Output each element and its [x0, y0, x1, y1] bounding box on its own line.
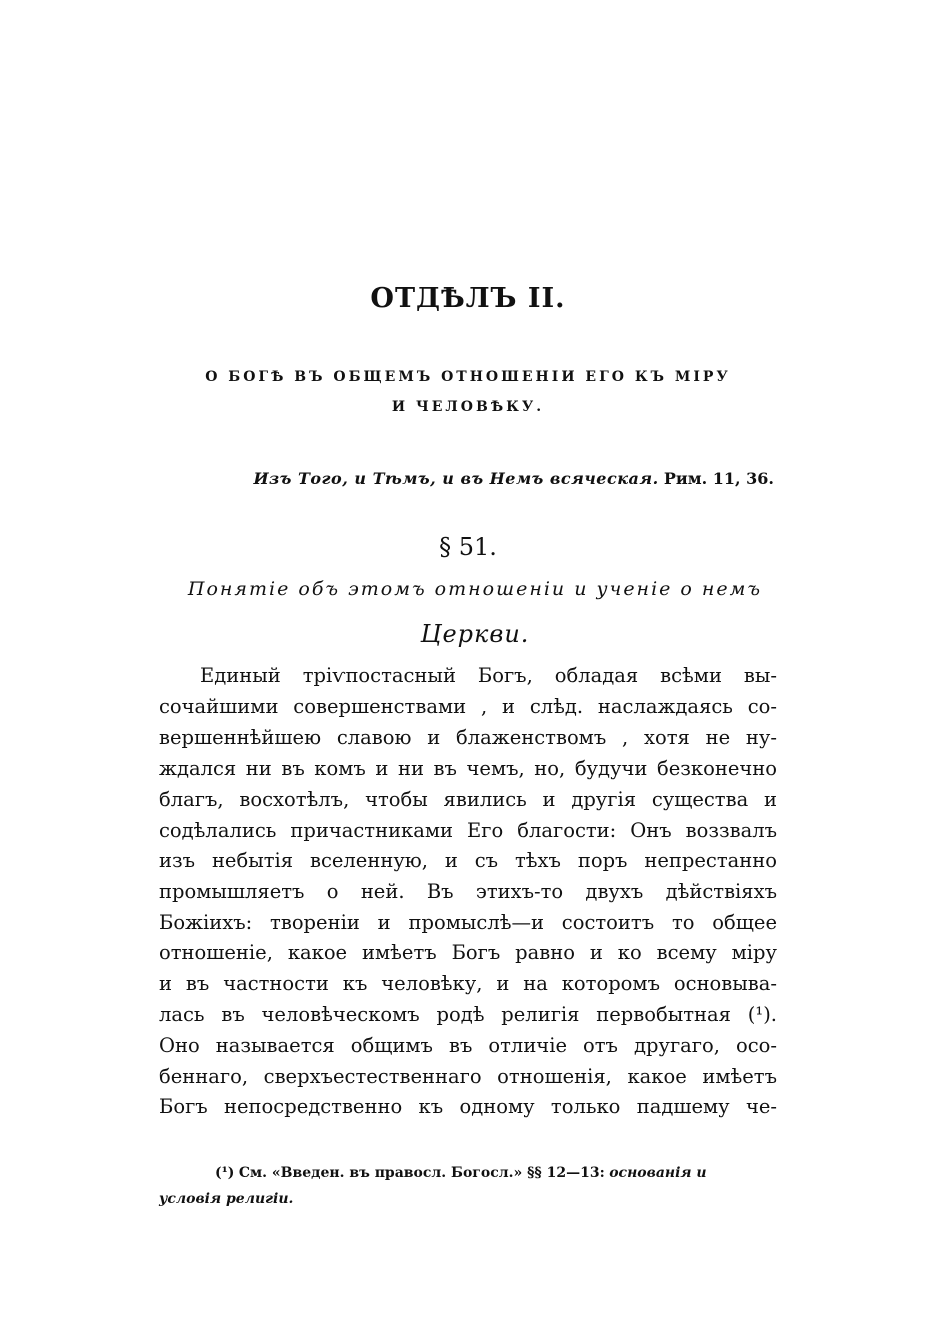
- body-line: Божіихъ: твореніи и промыслѣ—и состоитъ то общее: [159, 911, 777, 934]
- body-line: Богъ непосредственно къ одному только падшему че-: [159, 1095, 777, 1118]
- body-line: беннаго, сверхъестественнаго отношенія, какое имѣетъ: [159, 1065, 777, 1088]
- footnote-text: См. «Введен. въ правосл. Богосл.» §§ 12—13:: [238, 1165, 605, 1181]
- body-line: изъ небытія вселенную, и съ тѣхъ поръ непрестанно: [159, 849, 777, 872]
- body-line: благъ, восхотѣлъ, чтобы явились и другія существа и: [159, 788, 777, 811]
- body-line: отношеніе, какое имѣетъ Богъ равно и ко всему міру: [159, 941, 777, 964]
- section-title: ОТДѢЛЪ II.: [370, 283, 566, 314]
- body-line: Единый тріѵпостасный Богъ, обладая всѣми вы-: [200, 664, 777, 687]
- body-line: промышляетъ о ней. Въ этихъ-то двухъ дѣйствіяхъ: [159, 880, 777, 903]
- body-line: ждался ни въ комъ и ни въ чемъ, но, будучи безконечно: [159, 757, 777, 780]
- footnote-line-2: условія религіи.: [159, 1191, 294, 1207]
- footnote-mark: (¹): [215, 1165, 235, 1181]
- subtitle-line-1: О БОГѢ ВЪ ОБЩЕМЪ ОТНОШЕНІИ ЕГО КЪ МІРУ: [205, 369, 731, 385]
- epigraph: [180, 469, 774, 488]
- heading-line-1: Понятіе объ этомъ отношеніи и ученіе о немъ: [187, 578, 763, 600]
- body-line: содѣлались причастниками Его благости: Онъ воззвалъ: [159, 819, 777, 842]
- epigraph-text: Изъ Того, и Тѣмъ, и въ Немъ всяческая.: [253, 469, 659, 488]
- footnote-line-1: [159, 1160, 777, 1186]
- heading-line-2: Церкви.: [420, 620, 530, 648]
- paragraph-number: § 51.: [439, 533, 497, 561]
- epigraph-reference: Рим. 11, 36.: [663, 469, 774, 488]
- footnote-italic-1: основанія и: [609, 1165, 707, 1181]
- body-line: и въ частности къ человѣку, и на которомъ основыва-: [159, 972, 777, 995]
- body-line: вершеннѣйшею славою и блаженствомъ , хотя не ну-: [159, 726, 777, 749]
- body-line: сочайшими совершенствами , и слѣд. наслаждаясь со-: [159, 695, 777, 718]
- subtitle-line-2: И ЧЕЛОВѢКУ.: [391, 399, 545, 415]
- body-line: Оно называется общимъ въ отличіе отъ другаго, осо-: [159, 1034, 777, 1057]
- body-line: лась въ человѣческомъ родѣ религія первобытная (¹).: [159, 1003, 777, 1026]
